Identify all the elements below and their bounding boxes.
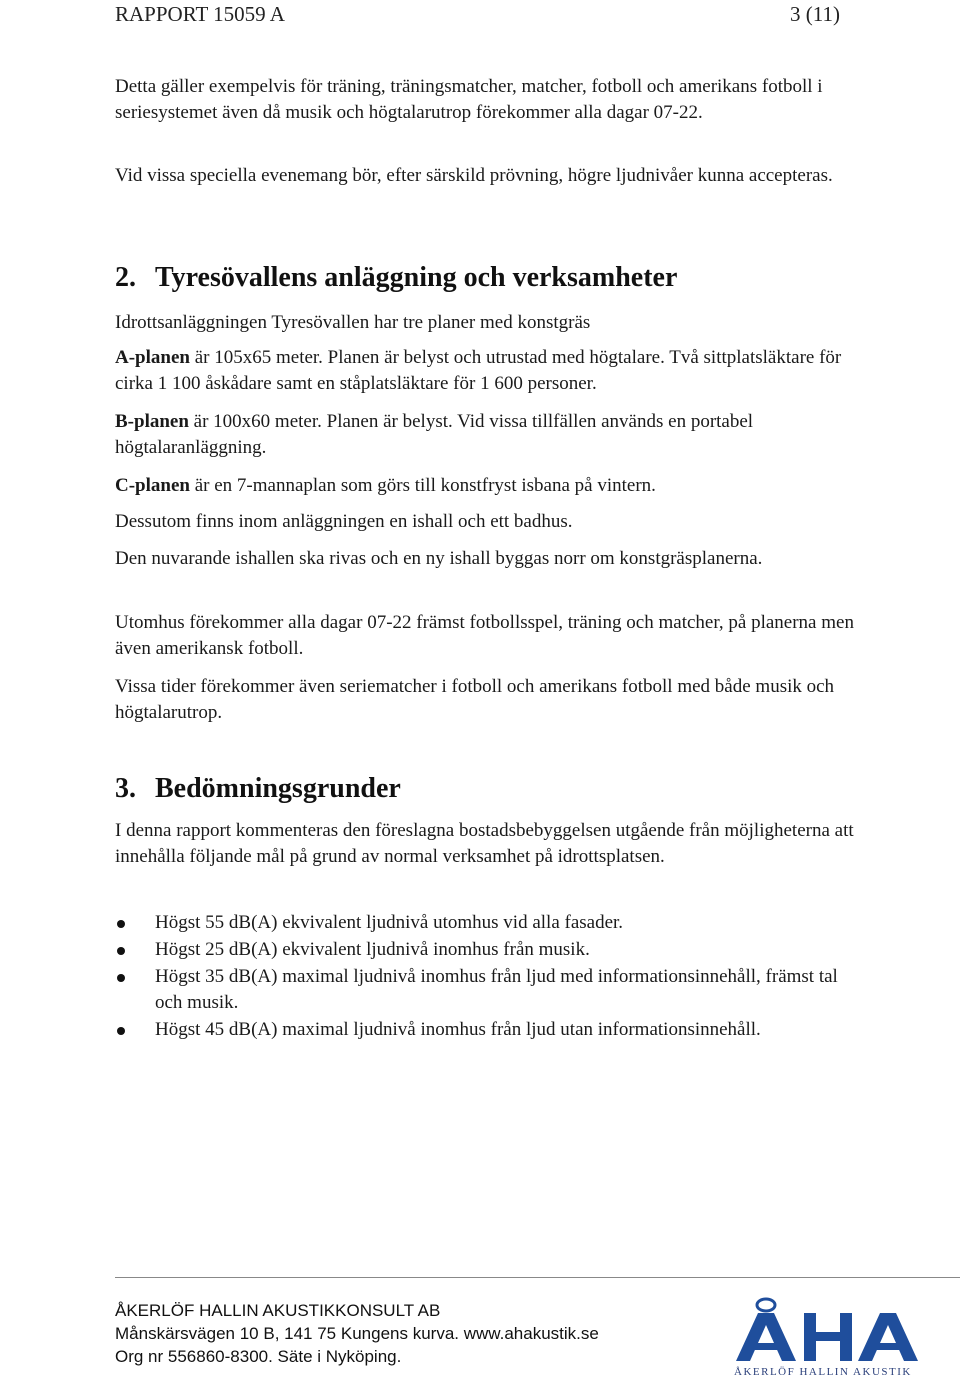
bullet-icon <box>117 947 125 955</box>
page-number: 3 (11) <box>790 2 840 26</box>
list-item: Högst 35 dB(A) maximal ljudnivå inomhus från ljud med informationsinnehåll, främst tal och musik. <box>115 964 855 1016</box>
list-item: Högst 55 dB(A) ekvivalent ljudnivå utomhus vid alla fasader. <box>115 910 855 936</box>
intro-paragraph-1: Detta gäller exempelvis för träning, träningsmatcher, matcher, fotboll och amerikans fotboll i seriesystemet även då musik och högtalarutrop förekommer alla dagar 07-22. <box>115 76 823 123</box>
c-planen-text: är en 7-mannaplan som görs till konstfryst isbana på vintern. <box>189 475 656 496</box>
bullet-icon <box>117 920 125 928</box>
section-2-paragraph-1: Idrottsanläggningen Tyresövallen har tre planer med konstgräs <box>115 312 591 333</box>
footer-company: ÅKERLÖF HALLIN AKUSTIKKONSULT AB <box>115 1301 441 1320</box>
bullet-icon <box>117 1027 125 1035</box>
section-3-number: 3. <box>115 773 136 804</box>
b-planen-label: B-planen <box>115 411 189 432</box>
section-2-title: Tyresövallens anläggning och verksamheter <box>155 262 678 293</box>
logo-subtitle: ÅKERLÖF HALLIN AKUSTIK <box>734 1366 912 1378</box>
section-2-heading <box>115 262 677 294</box>
section-2-paragraph-5: Vissa tider förekommer även seriematcher i fotboll och amerikans fotboll med både musik och högtalarutrop. <box>115 676 835 723</box>
bullet-icon <box>117 974 125 982</box>
section-3-heading <box>115 773 401 805</box>
section-2-paragraph-2: Dessutom finns inom anläggningen en ishall och ett badhus. <box>115 511 573 532</box>
list-item: Högst 45 dB(A) maximal ljudnivå inomhus från ljud utan informationsinnehåll. <box>115 1017 855 1043</box>
a-planen-paragraph <box>115 345 855 397</box>
list-item: Högst 25 dB(A) ekvivalent ljudnivå inomhus från musik. <box>115 937 855 963</box>
section-3-paragraph-1: I denna rapport kommenteras den föreslagna bostadsbebyggelsen utgående från möjligheterna att innehålla följande mål på grund av normal verksamhet på idrottsplatsen. <box>115 820 854 867</box>
section-2-paragraph-4: Utomhus förekommer alla dagar 07-22 främst fotbollsspel, träning och matcher, på planerna men även amerikansk fotboll. <box>115 612 854 659</box>
a-planen-label: A-planen <box>115 347 190 368</box>
b-planen-text: är 100x60 meter. Planen är belyst. Vid vissa tillfällen används en portabel högtalaranläggning. <box>115 411 754 458</box>
footer-org: Org nr 556860-8300. Säte i Nyköping. <box>115 1347 402 1366</box>
footer-address: Månskärsvägen 10 B, 141 75 Kungens kurva. www.ahakustik.se <box>115 1324 599 1343</box>
footer-divider <box>115 1277 960 1278</box>
target-list <box>115 910 855 1044</box>
report-number: RAPPORT 15059 A <box>115 2 285 26</box>
c-planen-paragraph <box>115 473 855 499</box>
b-planen-paragraph <box>115 409 855 461</box>
section-3-title: Bedömningsgrunder <box>155 773 401 804</box>
c-planen-label: C-planen <box>115 475 190 496</box>
section-2-number: 2. <box>115 262 136 293</box>
a-planen-text: är 105x65 meter. Planen är belyst och utrustad med högtalare. Två sittplatsläktare för cirka 1 100 åskådare samt en ståplatsläktare för 1 600 personer. <box>115 347 842 394</box>
section-2-paragraph-3: Den nuvarande ishallen ska rivas och en ny ishall byggas norr om konstgräsplanerna. <box>115 548 763 569</box>
intro-paragraph-2: Vid vissa speciella evenemang bör, efter särskild prövning, högre ljudnivåer kunna accepteras. <box>115 165 833 186</box>
